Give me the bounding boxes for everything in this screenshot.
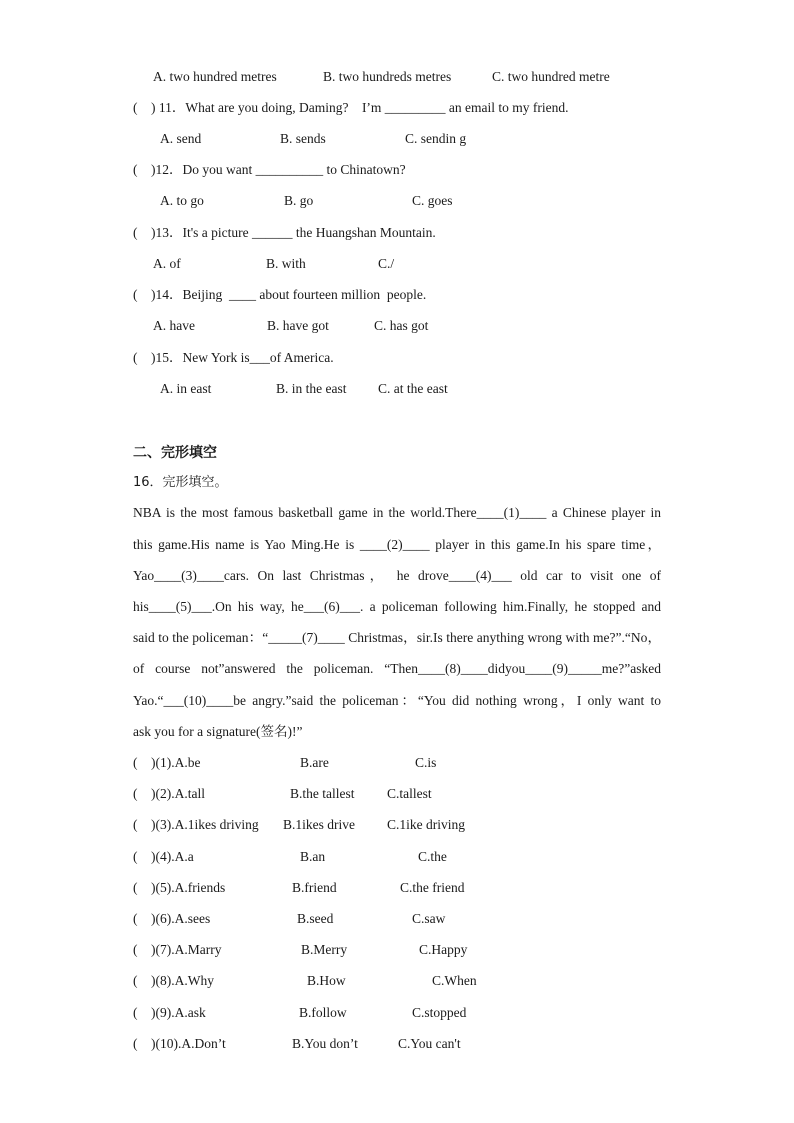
q15-stem: ( )15．New York is___of America. bbox=[133, 350, 334, 365]
cloze-item-7-option-b: B.Merry bbox=[301, 942, 348, 957]
cloze-item-1-option-c: C.is bbox=[415, 755, 437, 770]
cloze-item-3-stem: ( )(3).A.1ikes driving bbox=[133, 817, 259, 832]
cloze-item-7-stem: ( )(7).A.Marry bbox=[133, 942, 222, 957]
cloze-item-9-stem: ( )(9).A.ask bbox=[133, 1005, 206, 1020]
cloze-item-5-stem: ( )(5).A.friends bbox=[133, 880, 226, 895]
cloze-item-8-stem: ( )(8).A.Why bbox=[133, 973, 214, 988]
cloze-item-2-option-b: B.the tallest bbox=[290, 786, 355, 801]
q10-option-b: B. two hundreds metres bbox=[323, 69, 452, 84]
cloze-item-8-option-b: B.How bbox=[307, 973, 346, 988]
passage-line-7: Yao.“___(10)____be angry.”said the policeman：“You did nothing wrong，I only want to bbox=[133, 693, 661, 708]
cloze-item-2-option-c: C.tallest bbox=[387, 786, 432, 801]
q14-option-c: C. has got bbox=[374, 318, 429, 333]
cloze-item-1-stem: ( )(1).A.be bbox=[133, 755, 201, 770]
cloze-item-4-stem: ( )(4).A.a bbox=[133, 849, 194, 864]
cloze-item-1-option-b: B.are bbox=[300, 755, 329, 770]
q12-option-a: A. to go bbox=[160, 193, 204, 208]
section-title: 二、完形填空 bbox=[133, 445, 217, 461]
q10-option-a: A. two hundred metres bbox=[153, 69, 277, 84]
q11-option-b: B. sends bbox=[280, 131, 326, 146]
cloze-item-3-option-b: B.1ikes drive bbox=[283, 817, 355, 832]
cloze-item-5-option-c: C.the friend bbox=[400, 880, 465, 895]
cloze-item-6-stem: ( )(6).A.sees bbox=[133, 911, 211, 926]
cloze-item-8-option-c: C.When bbox=[432, 973, 477, 988]
q15-option-c: C. at the east bbox=[378, 381, 448, 396]
cloze-item-9-option-c: C.stopped bbox=[412, 1005, 467, 1020]
cloze-item-4-option-c: C.the bbox=[418, 849, 447, 864]
passage-line-8: ask you for a signature(签名)!” bbox=[133, 724, 303, 739]
cloze-item-3-option-c: C.1ike driving bbox=[387, 817, 465, 832]
passage-line-1: NBA is the most famous basketball game in the world.There____(1)____ a Chinese player in bbox=[133, 505, 661, 520]
cloze-item-10-option-b: B.You don’t bbox=[292, 1036, 358, 1051]
q11-option-a: A. send bbox=[160, 131, 202, 146]
q15-option-a: A. in east bbox=[160, 381, 212, 396]
cloze-item-9-option-b: B.follow bbox=[299, 1005, 347, 1020]
q14-option-a: A. have bbox=[153, 318, 195, 333]
passage-line-5: said to the policeman：“_____(7)____ Christmas，sir.Is there anything wrong with me?”.“No， bbox=[133, 630, 661, 645]
q14-option-b: B. have got bbox=[267, 318, 329, 333]
question-16-title bbox=[133, 473, 228, 492]
passage-line-2: this game.His name is Yao Ming.He is ____(2)____ player in this game.In his spare time， bbox=[133, 537, 661, 552]
passage-line-6: of course not”answered the policeman. “Then____(8)____didyou____(9)_____me?”asked bbox=[133, 661, 661, 676]
cloze-item-10-stem: ( )(10).A.Don’t bbox=[133, 1036, 226, 1051]
q11-stem: ( ) 11．What are you doing, Daming? I’m _________ an email to my friend. bbox=[133, 100, 569, 115]
cloze-item-2-stem: ( )(2).A.tall bbox=[133, 786, 205, 801]
q10-option-c: C. two hundred metre bbox=[492, 69, 610, 84]
q12-option-c: C. goes bbox=[412, 193, 453, 208]
cloze-item-10-option-c: C.You can't bbox=[398, 1036, 461, 1051]
cloze-item-5-option-b: B.friend bbox=[292, 880, 337, 895]
passage-line-3: Yao____(3)____cars. On last Christmas， he drove____(4)___ old car to visit one of bbox=[133, 568, 661, 583]
q12-stem: ( )12．Do you want __________ to Chinatown? bbox=[133, 162, 406, 177]
passage-line-4: his____(5)___.On his way, he___(6)___. a policeman following him.Finally, he stopped and bbox=[133, 599, 661, 614]
cloze-item-6-option-b: B.seed bbox=[297, 911, 334, 926]
q13-stem: ( )13．It's a picture ______ the Huangshan Mountain. bbox=[133, 225, 436, 240]
q13-option-a: A. of bbox=[153, 256, 181, 271]
cloze-item-7-option-c: C.Happy bbox=[419, 942, 468, 957]
q12-option-b: B. go bbox=[284, 193, 314, 208]
q11-option-c: C. sendin g bbox=[405, 131, 467, 146]
cloze-item-4-option-b: B.an bbox=[300, 849, 326, 864]
q13-option-c: C./ bbox=[378, 256, 395, 271]
question-16-title-text: 16．完形填空。 bbox=[133, 475, 228, 490]
q15-option-b: B. in the east bbox=[276, 381, 347, 396]
cloze-item-6-option-c: C.saw bbox=[412, 911, 446, 926]
q13-option-b: B. with bbox=[266, 256, 306, 271]
q14-stem: ( )14．Beijing ____ about fourteen million people. bbox=[133, 287, 427, 302]
